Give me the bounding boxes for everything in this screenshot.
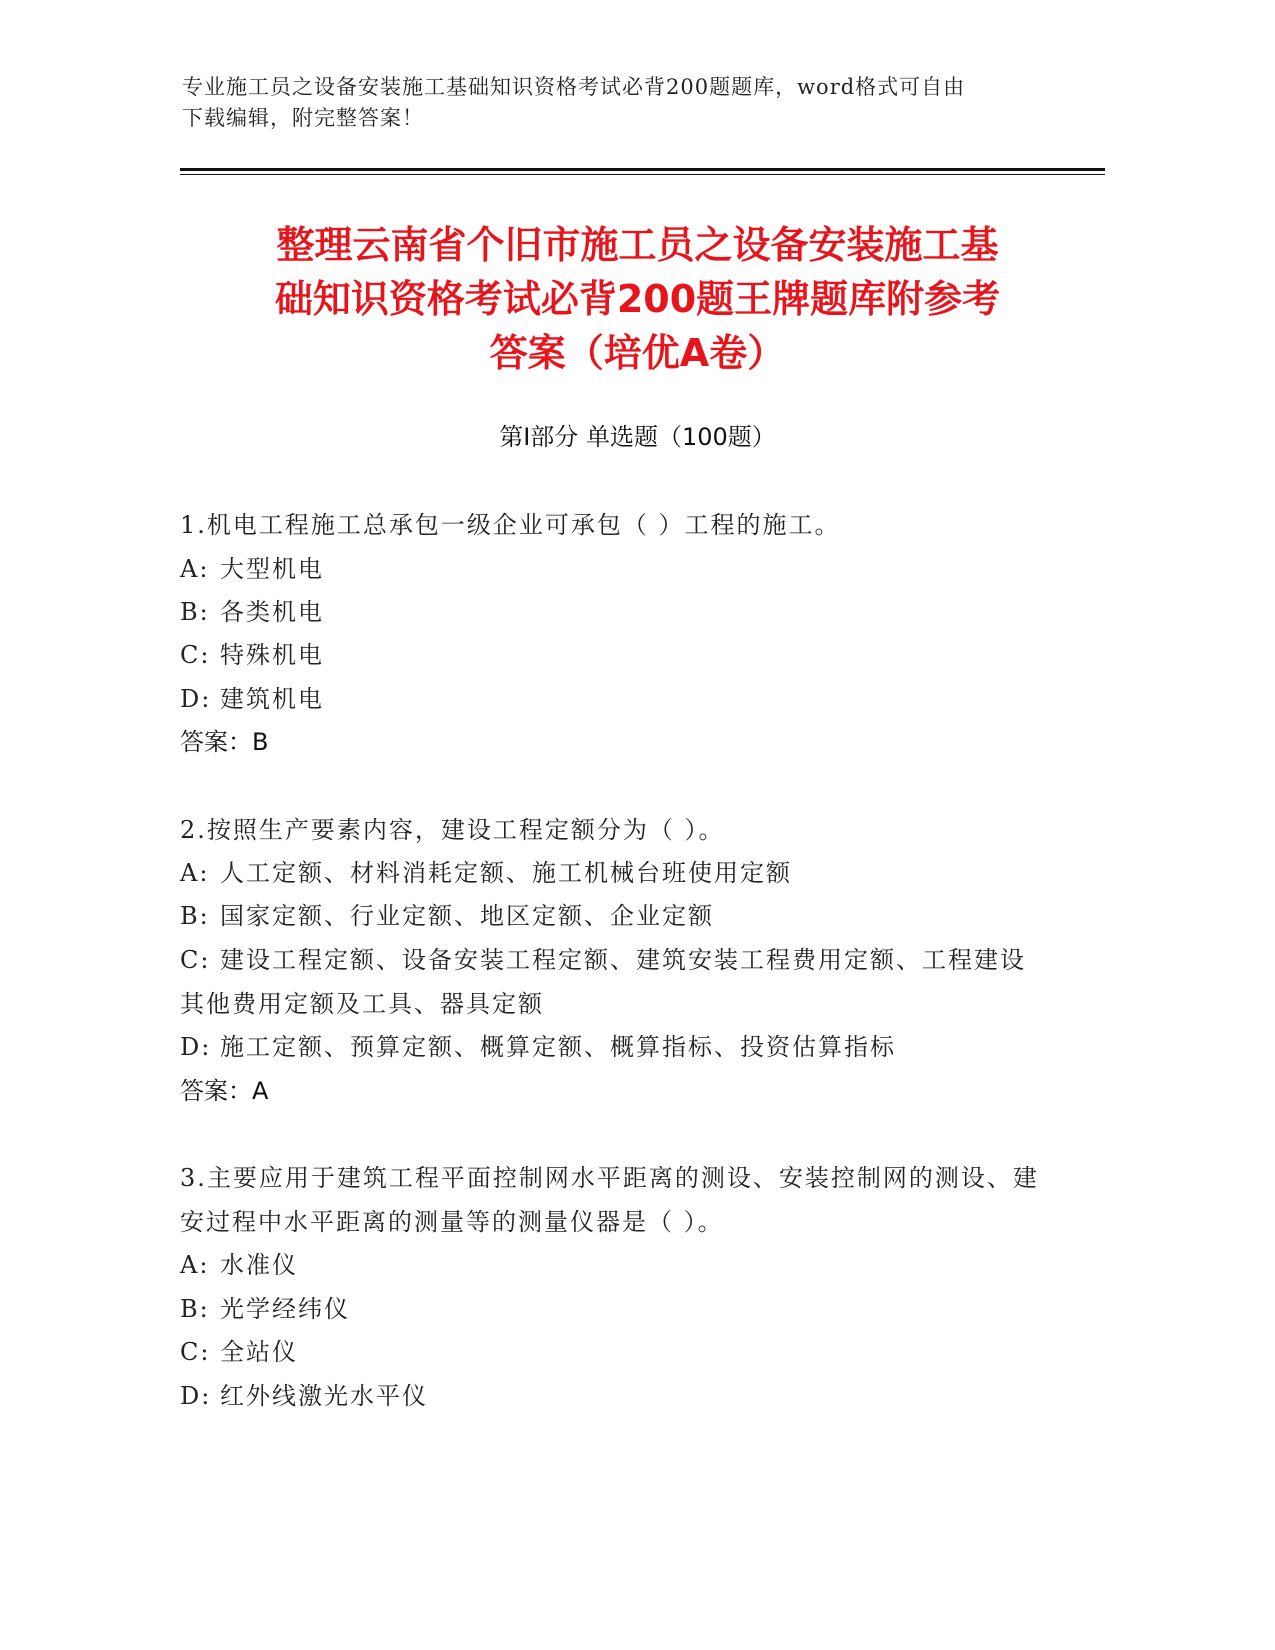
question-3-option-c — [180, 1337, 1040, 1367]
option-text: 大型机电 — [220, 555, 324, 583]
intro-text — [182, 72, 1042, 134]
question-1-option-c — [180, 640, 1040, 670]
title-line-1: 整理云南省个旧市施工员之设备安装施工基 — [276, 223, 999, 267]
option-text: 光学经纬仪 — [220, 1295, 350, 1323]
question-1-option-d — [180, 684, 1040, 714]
option-label: C: — [180, 641, 211, 669]
intro-line-1: 专业施工员之设备安装施工基础知识资格考试必背200题题库，word格式可自由 — [182, 75, 966, 99]
title-line-2: 础知识资格考试必背200题王牌题库附参考 — [274, 277, 1001, 321]
option-label: C: — [180, 946, 211, 974]
option-text: 建筑机电 — [220, 685, 324, 713]
header-rule-thin — [180, 174, 1105, 175]
title-line-3: 答案（培优A卷） — [489, 331, 786, 375]
option-text: 全站仪 — [220, 1338, 298, 1366]
option-label: B: — [180, 1295, 210, 1323]
question-2-answer: 答案：A — [180, 1077, 269, 1105]
option-label: A: — [180, 859, 210, 887]
option-label: C: — [180, 1338, 211, 1366]
question-3-option-d — [180, 1381, 1040, 1411]
intro-line-2: 下载编辑，附完整答案！ — [182, 106, 424, 130]
document-title — [150, 218, 1125, 380]
option-label: B: — [180, 598, 210, 626]
option-text: 人工定额、材料消耗定额、施工机械台班使用定额 — [220, 859, 792, 887]
question-2-stem: 2.按照生产要素内容，建设工程定额分为（ ）。 — [180, 816, 725, 844]
question-1-option-b — [180, 597, 1040, 627]
question-1-answer: 答案：B — [180, 728, 269, 756]
question-3-option-a — [180, 1250, 1040, 1280]
question-1-stem: 1.机电工程施工总承包一级企业可承包（ ）工程的施工。 — [180, 511, 841, 539]
option-text: 建设工程定额、设备安装工程定额、建筑安装工程费用定额、工程建设其他费用定额及工具、器具定额 — [180, 946, 1026, 1018]
question-2-option-a — [180, 858, 1040, 888]
option-label: A: — [180, 555, 210, 583]
option-label: D: — [180, 1382, 212, 1410]
section-heading: 第Ⅰ部分 单选题（100题） — [499, 423, 776, 451]
header-rule-thick — [180, 168, 1105, 171]
question-2-option-c — [180, 938, 1040, 1026]
option-text: 红外线激光水平仪 — [220, 1382, 428, 1410]
question-3-option-b — [180, 1294, 1040, 1324]
option-text: 国家定额、行业定额、地区定额、企业定额 — [220, 902, 714, 930]
question-3-stem: 3.主要应用于建筑工程平面控制网水平距离的测设、安装控制网的测设、建安过程中水平距离的测量等的测量仪器是（ ）。 — [180, 1164, 1039, 1236]
question-1-option-a — [180, 554, 1040, 584]
option-text: 施工定额、预算定额、概算定额、概算指标、投资估算指标 — [220, 1033, 896, 1061]
option-label: A: — [180, 1251, 210, 1279]
question-2-option-d — [180, 1032, 1040, 1062]
option-text: 特殊机电 — [220, 641, 324, 669]
option-text: 各类机电 — [220, 598, 324, 626]
option-label: B: — [180, 902, 210, 930]
option-label: D: — [180, 685, 212, 713]
question-2-option-b — [180, 901, 1040, 931]
option-text: 水准仪 — [220, 1251, 298, 1279]
option-label: D: — [180, 1033, 212, 1061]
